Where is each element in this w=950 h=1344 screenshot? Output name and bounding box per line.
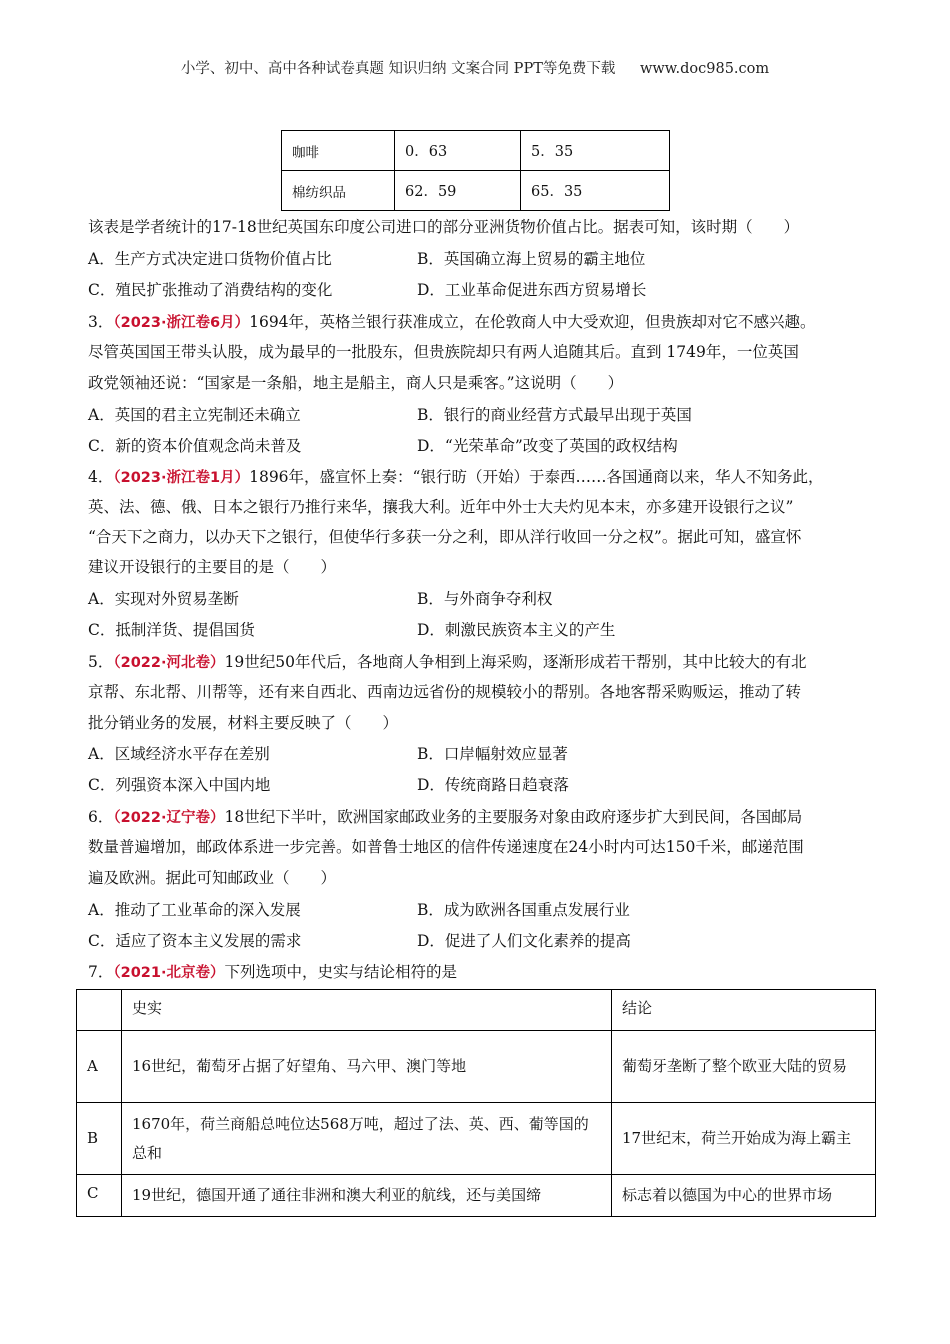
- q6-text: 18世纪下半叶，欧洲国家邮政业务的主要服务对象由政府逐步扩大到民间，各国邮局: [224, 808, 803, 826]
- q3-text: 1694年，英格兰银行获准成立，在伦敦商人中大受欢迎，但贵族却对它不感兴趣。: [249, 313, 816, 331]
- conclusion-cell: 17世纪末，荷兰开始成为海上霸主: [612, 1103, 876, 1175]
- table-row: [282, 131, 670, 171]
- q5-line-3: 批分销业务的发展，材料主要反映了（ ）: [88, 714, 399, 732]
- q4-source: （2023·浙江卷1月）: [113, 470, 250, 486]
- q2-option-c[interactable]: C．殖民扩张推动了消费结构的变化: [88, 281, 333, 299]
- table-header: 史实: [122, 990, 612, 1031]
- q4-option-c[interactable]: C．抵制洋货、提倡国货: [88, 621, 255, 639]
- q5-option-c[interactable]: C．列强资本深入中国内地: [88, 776, 271, 794]
- q2-option-a[interactable]: A．生产方式决定进口货物价值占比: [88, 250, 332, 268]
- fact-cell: 19世纪，德国开通了通往非洲和澳大利亚的航线，还与美国缔: [122, 1175, 612, 1217]
- q6-source: （2022·辽宁卷）: [113, 810, 225, 826]
- q3-option-b[interactable]: B．银行的商业经营方式最早出现于英国: [417, 406, 692, 424]
- q5-option-b[interactable]: B．口岸幅射效应显著: [417, 745, 568, 763]
- table-cell: 咖啡: [282, 131, 395, 171]
- table-cell: [77, 990, 122, 1031]
- table-header: 结论: [612, 990, 876, 1031]
- q4-option-a[interactable]: A．实现对外贸易垄断: [88, 590, 239, 608]
- q3-line-1: [88, 312, 888, 333]
- q6-option-c[interactable]: C．适应了资本主义发展的需求: [88, 932, 302, 950]
- q3-line-3: 政党领袖还说：“国家是一条船，地主是船主，商人只是乘客。”这说明（ ）: [88, 374, 624, 392]
- q3-source: （2023·浙江卷6月）: [113, 315, 250, 331]
- q5-option-d[interactable]: D．传统商路日趋衰落: [417, 776, 569, 794]
- q6-line-3: 遍及欧洲。据此可知邮政业（ ）: [88, 869, 337, 887]
- q2-option-d[interactable]: D．工业革命促进东西方贸易增长: [417, 281, 647, 299]
- q4-text: 1896年，盛宣怀上奏：“银行昉（开始）于泰西……各国通商以来，华人不知务此，: [249, 468, 824, 486]
- table-row: [282, 171, 670, 211]
- q5-line-1: [88, 652, 888, 673]
- page-header: [0, 57, 950, 78]
- q3-number: 3．: [88, 313, 114, 331]
- q6-option-d[interactable]: D．促进了人们文化素养的提高: [417, 932, 631, 950]
- option-key: B: [77, 1103, 122, 1175]
- q6-number: 6．: [88, 808, 114, 826]
- table-cell: 棉纺织品: [282, 171, 395, 211]
- header-url[interactable]: www.doc985.com: [639, 61, 770, 77]
- table-cell: 5．35: [521, 131, 670, 171]
- table-row[interactable]: [77, 1031, 876, 1103]
- goods-value-table: [281, 130, 670, 211]
- q6-line-2: 数量普遍增加，邮政体系进一步完善。如普鲁士地区的信件传递速度在24小时内可达150千米，邮递范围: [88, 838, 804, 856]
- q2-stem: 该表是学者统计的17-18世纪英国东印度公司进口的部分亚洲货物价值占比。据表可知，该时期（ ）: [88, 218, 800, 236]
- table-row[interactable]: [77, 1175, 876, 1217]
- conclusion-cell: 标志着以德国为中心的世界市场: [612, 1175, 876, 1217]
- q7-table: [76, 989, 876, 1217]
- header-text: 小学、初中、高中各种试卷真题 知识归纳 文案合同 PPT等免费下载: [180, 61, 616, 77]
- q7-text: 下列选项中，史实与结论相符的是: [224, 963, 458, 981]
- conclusion-cell: 葡萄牙垄断了整个欧亚大陆的贸易: [612, 1031, 876, 1103]
- q6-option-a[interactable]: A．推动了工业革命的深入发展: [88, 901, 301, 919]
- q4-line-4: 建议开设银行的主要目的是（ ）: [88, 558, 337, 576]
- option-key: C: [77, 1175, 122, 1217]
- q3-line-2: 尽管英国国王带头认股，成为最早的一批股东，但贵族院却只有两人追随其后。直到 1749年，一位英国: [88, 343, 799, 361]
- q4-line-3: “合天下之商力，以办天下之银行，但使华行多获一分之利，即从洋行收回一分之权”。据此可知，盛宣怀: [88, 528, 802, 546]
- table-cell: 62．59: [395, 171, 521, 211]
- fact-cell: 1670年，荷兰商船总吨位达568万吨，超过了法、英、西、葡等国的总和: [122, 1103, 612, 1175]
- table-header-row: [77, 990, 876, 1031]
- q3-option-c[interactable]: C．新的资本价值观念尚未普及: [88, 437, 302, 455]
- q5-text: 19世纪50年代后，各地商人争相到上海采购，逐渐形成若干帮别，其中比较大的有北: [224, 653, 807, 671]
- q6-option-b[interactable]: B．成为欧洲各国重点发展行业: [417, 901, 630, 919]
- q3-option-a[interactable]: A．英国的君主立宪制还未确立: [88, 406, 301, 424]
- q2-option-b[interactable]: B．英国确立海上贸易的霸主地位: [417, 250, 646, 268]
- table-cell: 0．63: [395, 131, 521, 171]
- q4-option-b[interactable]: B．与外商争夺利权: [417, 590, 553, 608]
- q6-line-1: [88, 807, 888, 828]
- q5-line-2: 京帮、东北帮、川帮等，还有来自西北、西南边远省份的规模较小的帮别。各地客帮采购贩运，推动了转: [88, 683, 802, 701]
- option-key: A: [77, 1031, 122, 1103]
- q7-number: 7．: [88, 963, 114, 981]
- table-row[interactable]: [77, 1103, 876, 1175]
- q7-line-1: [88, 962, 888, 983]
- q3-option-d[interactable]: D．“光荣革命”改变了英国的政权结构: [417, 437, 678, 455]
- q5-number: 5．: [88, 653, 114, 671]
- table-cell: 65．35: [521, 171, 670, 211]
- q4-line-2: 英、法、德、俄、日本之银行乃推行来华，攘我大利。近年中外士大夫灼见本末，亦多建开设银行之议”: [88, 498, 794, 516]
- fact-cell: 16世纪，葡萄牙占据了好望角、马六甲、澳门等地: [122, 1031, 612, 1103]
- q7-source: （2021·北京卷）: [113, 965, 225, 981]
- q4-option-d[interactable]: D．刺激民族资本主义的产生: [417, 621, 616, 639]
- q5-source: （2022·河北卷）: [113, 655, 225, 671]
- q4-line-1: [88, 467, 888, 488]
- q4-number: 4．: [88, 468, 114, 486]
- q5-option-a[interactable]: A．区域经济水平存在差别: [88, 745, 270, 763]
